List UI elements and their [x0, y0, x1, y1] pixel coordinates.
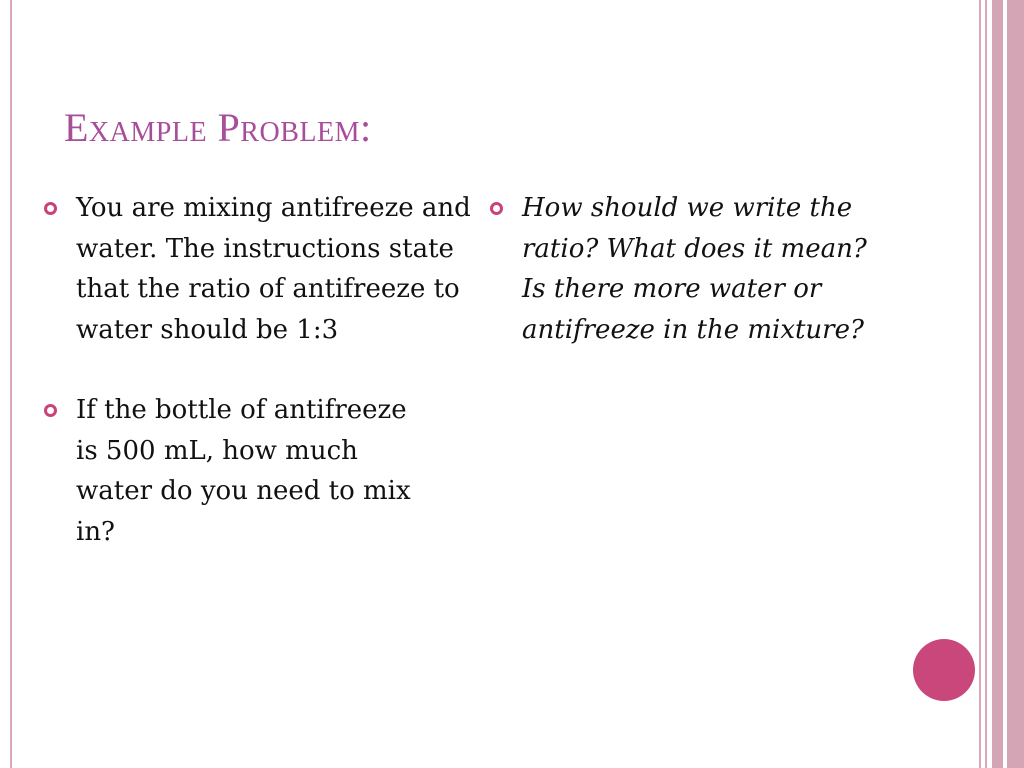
left-border-line	[10, 0, 12, 768]
right-bullet-list	[490, 188, 890, 390]
bullet-text: You are mixing antifreeze and water. The instructions state that the ratio of antifreeze to water should be 1:3	[76, 193, 471, 345]
right-border-stripe	[1007, 0, 1024, 768]
bullet-text: How should we write the ratio? What does it mean? Is there more water or antifreeze in the mixture?	[522, 193, 867, 345]
bullet-circle-icon	[44, 202, 57, 215]
right-border-stripe	[979, 0, 981, 768]
bullet-circle-icon	[44, 404, 57, 417]
bullet-text: If the bottle of antifreeze is 500 mL, how much water do you need to mix in?	[76, 395, 411, 547]
bullet-circle-icon	[490, 202, 503, 215]
bullet-item	[490, 188, 890, 350]
bullet-item	[44, 390, 474, 552]
decorative-circle	[913, 639, 975, 701]
bullet-item	[44, 188, 474, 350]
slide-title: Example Problem:	[64, 105, 372, 150]
right-border-stripe	[992, 0, 1003, 768]
left-bullet-list	[44, 188, 474, 592]
right-border-stripe	[985, 0, 987, 768]
